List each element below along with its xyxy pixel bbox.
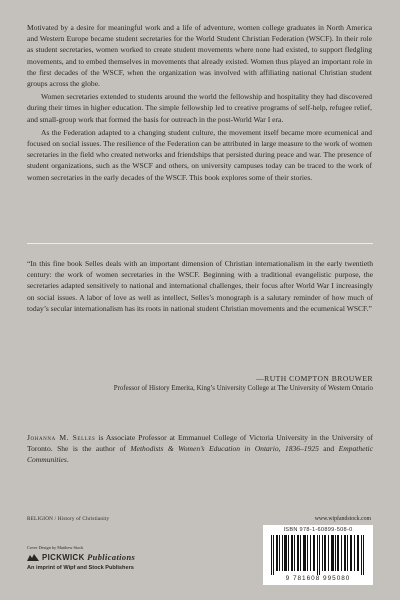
endorser-title: Professor of History Emerita, King’s University College at The University of Western Ontario xyxy=(113,385,373,392)
cover-design-credit: Cover Design by Matthew Stock xyxy=(27,545,84,550)
divider-rule xyxy=(27,243,373,244)
publisher-url: www.wipfandstock.com xyxy=(314,516,371,522)
publisher-name xyxy=(42,553,135,562)
endorsement-quote xyxy=(27,258,373,314)
subject-category: RELIGION / History of Christianity xyxy=(27,516,110,522)
publisher-prefix: PICKWICK xyxy=(42,553,85,562)
ean-digits: 9 781608 995080 xyxy=(285,575,351,582)
quote-text: “In this fine book Selles deals with an important dimension of Christian internationalism in the early twentieth century: the work of women secretaries in the WSCF. Beginning with a traditional evangelistic purpose, the secretaries adapted sensitively to national and international challenges, their focus after World War I increasingly on social issues. A labor of love as well as intellect, Selles’s monograph is a salutary reminder of how much of today’s secular internationalism has its roots in national student Christian movements and the ecumenical WSCF.” xyxy=(27,259,373,313)
author-bio-part-3: . xyxy=(66,455,69,465)
author-bio-part-1: is Associate Professor at Emmanuel College of Victoria University in the University of Toronto. She is the author of xyxy=(27,433,373,454)
barcode-icon xyxy=(269,535,367,575)
author-bio-part-2: and xyxy=(318,444,339,454)
description-paragraph-2: Women secretaries extended to students around the world the fellowship and hospitality they had discovered during their times in higher education. The simple fellowship led to creative programs of self-help, refugee relief, and small-group work that formed the basis for outreach in the post-World War I era. xyxy=(27,92,372,124)
description-paragraph-3: As the Federation adapted to a changing student culture, the movement itself became more ecumenical and focused on social issues. The resilience of the Federation can be attributed in large measure to the work of women secretaries in the field who created networks and friendships that persisted during peace and war. The presence of student organizations, such as the WSCF and others, on university campuses today can be traced to the work of women secretaries in the early decades of the WSCF. This book explores some of their stories. xyxy=(27,127,372,182)
isbn-barcode xyxy=(263,525,373,585)
endorsement-attribution xyxy=(27,373,373,394)
author-bio-text xyxy=(27,432,373,466)
publisher-logo xyxy=(27,553,135,562)
isbn-text: ISBN 978-1-60899-508-0 xyxy=(283,527,353,533)
author-name: Johanna M. Selles xyxy=(27,433,96,442)
author-book-2: Empathetic Communities xyxy=(27,444,373,465)
publisher-suffix: Publications xyxy=(84,553,136,562)
author-bio xyxy=(27,432,373,466)
pickwick-logo-icon xyxy=(27,554,39,562)
author-book-1: Methodists & Women’s Education in Ontario, 1836–1925 xyxy=(130,444,319,454)
endorser-name: —RUTH COMPTON BROUWER xyxy=(256,374,373,383)
book-description xyxy=(27,22,372,183)
description-paragraph-1: Motivated by a desire for meaningful work and a life of adventure, women college graduates in North America and Western Europe became student secretaries for the World Student Christian Federation (WSCF). In their role as student secretaries, women worked to create student movements where none had existed, to support fledgling movements, and to embed themselves in movements that already existed. Women thus played an important role in the first decades of the WSCF, when the organization was involved with affiliating national Christian student groups across the globe. xyxy=(27,23,372,89)
imprint-line: An imprint of Wipf and Stock Publishers xyxy=(27,565,134,571)
